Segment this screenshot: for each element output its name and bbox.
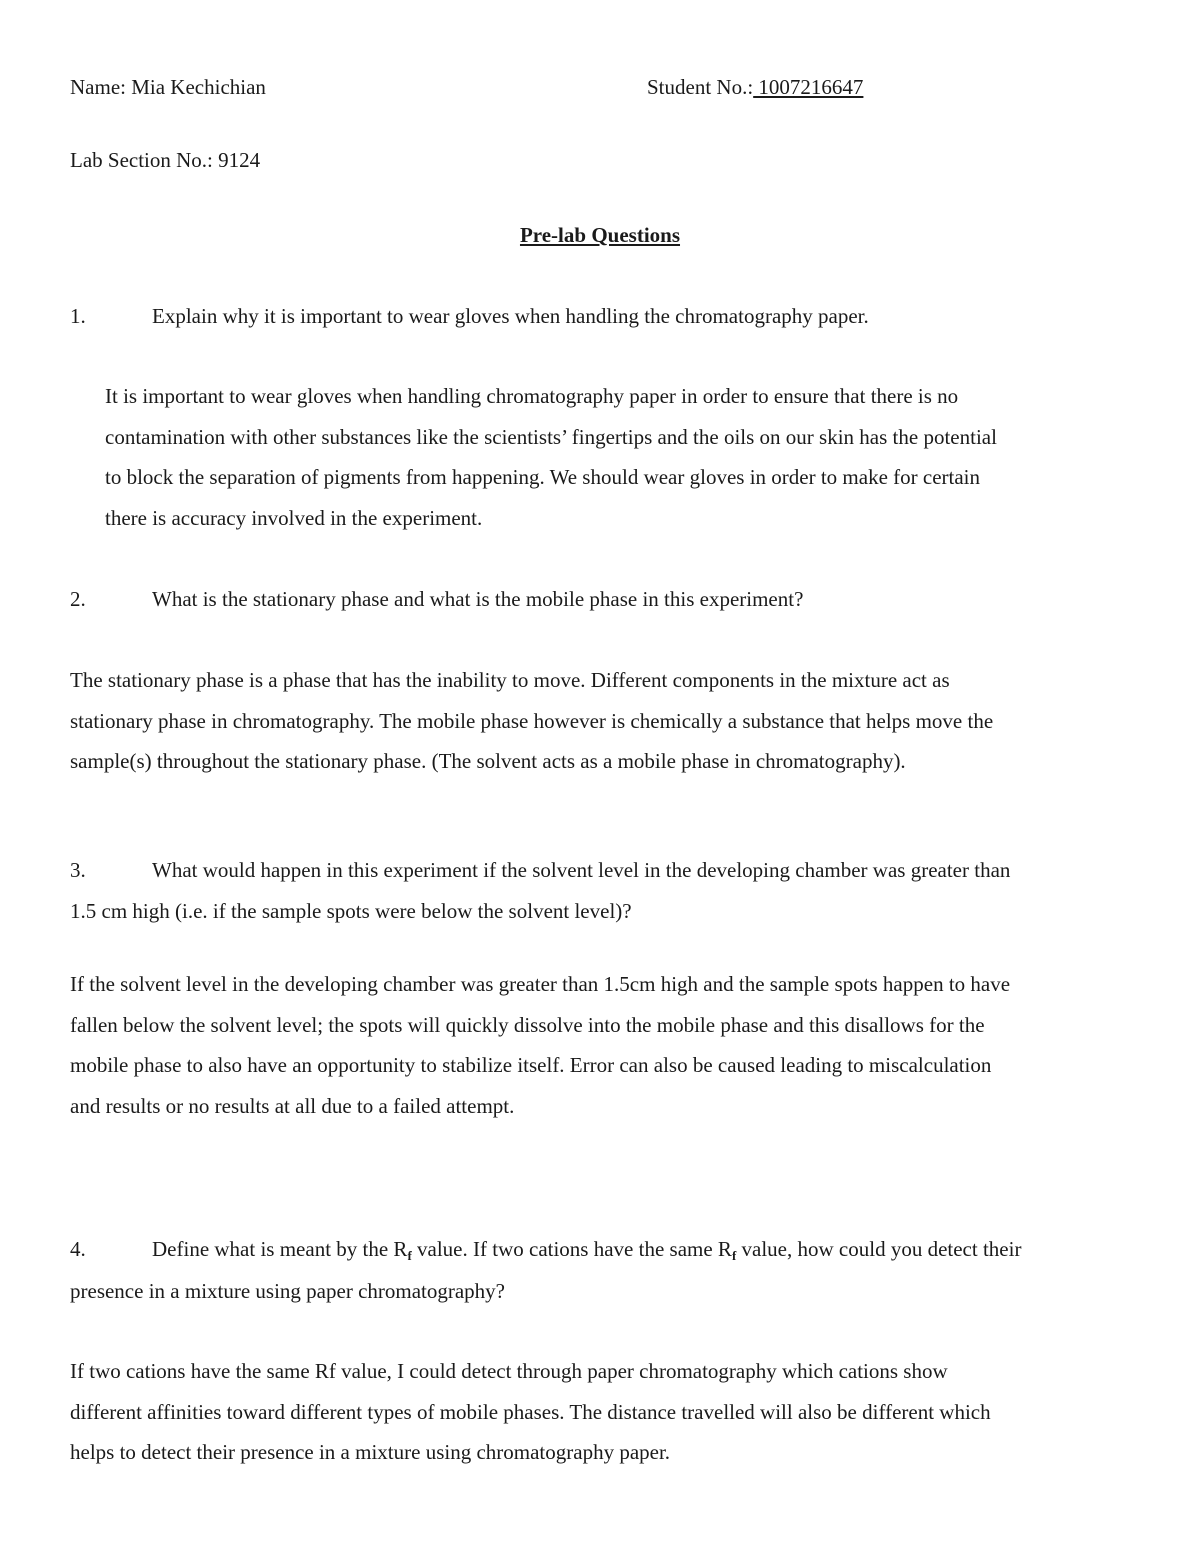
question-4-text-part: value, how could you detect their <box>736 1237 1022 1261</box>
lab-section-value: 9124 <box>218 148 261 172</box>
question-1-number: 1. <box>70 304 86 328</box>
name-value: Mia Kechichian <box>131 75 266 99</box>
answer-3-line: fallen below the solvent level; the spots will quickly dissolve into the mobile phase and this disallows for the <box>70 1012 985 1037</box>
question-2-number: 2. <box>70 587 86 611</box>
answer-1-line: contamination with other substances like the scientists’ fingertips and the oils on our skin has the potential <box>105 424 997 449</box>
answer-2-line: stationary phase in chromatography. The mobile phase however is chemically a substance that helps move the <box>70 708 994 733</box>
question-1-text: Explain why it is important to wear gloves when handling the chromatography paper. <box>152 304 869 328</box>
answer-1 <box>105 376 997 538</box>
question-3-text-line2: 1.5 cm high (i.e. if the sample spots were below the solvent level)? <box>70 899 632 923</box>
question-3-number: 3. <box>70 858 86 882</box>
answer-4-line: If two cations have the same Rf value, I could detect through paper chromatography which cations show <box>70 1359 948 1383</box>
question-4-text-part: value. If two cations have the same R <box>411 1237 732 1261</box>
answer-4 <box>70 1351 991 1473</box>
student-number-field <box>647 74 863 100</box>
answer-1-line: to block the separation of pigments from happening. We should wear gloves in order to make for certain <box>105 465 981 489</box>
answer-4-line: different affinities toward different types of mobile phases. The distance travelled will also be different which <box>70 1399 991 1424</box>
question-4-text-line2: presence in a mixture using paper chromatography? <box>70 1279 506 1303</box>
question-2-text: What is the stationary phase and what is the mobile phase in this experiment? <box>152 587 804 611</box>
answer-3 <box>70 964 1010 1126</box>
answer-2-line: sample(s) throughout the stationary phase. (The solvent acts as a mobile phase in chromatography). <box>70 749 906 773</box>
answer-1-line: It is important to wear gloves when handling chromatography paper in order to ensure that there is no <box>105 384 959 408</box>
answer-2 <box>70 660 993 782</box>
question-4-text-line1 <box>152 1236 1021 1262</box>
page-title: Pre-lab Questions <box>519 223 681 247</box>
name-field <box>70 74 266 100</box>
subscript-f: f <box>407 1248 412 1263</box>
answer-2-line: The stationary phase is a phase that has the inability to move. Different components in the mixture act as <box>70 668 950 692</box>
question-4-text-part: Define what is meant by the R <box>152 1237 408 1261</box>
answer-3-line: mobile phase to also have an opportunity to stabilize itself. Error can also be caused leading to miscalculation <box>70 1053 992 1077</box>
name-label: Name: <box>70 75 126 99</box>
question-3-text-line1: What would happen in this experiment if the solvent level in the developing chamber was greater than <box>152 858 1011 882</box>
lab-section-field <box>70 147 260 173</box>
subscript-f: f <box>731 1248 737 1263</box>
answer-3-line: If the solvent level in the developing chamber was greater than 1.5cm high and the sample spots happen to have <box>70 972 1011 996</box>
question-4-number: 4. <box>70 1237 86 1261</box>
answer-1-line: there is accuracy involved in the experiment. <box>105 505 483 530</box>
lab-section-label: Lab Section No.: <box>70 148 213 172</box>
answer-4-line: helps to detect their presence in a mixture using chromatography paper. <box>70 1440 671 1464</box>
answer-3-line: and results or no results at all due to a failed attempt. <box>70 1093 515 1118</box>
student-number-label: Student No.: <box>647 75 754 99</box>
student-number-value: 1007216647 <box>753 75 864 99</box>
